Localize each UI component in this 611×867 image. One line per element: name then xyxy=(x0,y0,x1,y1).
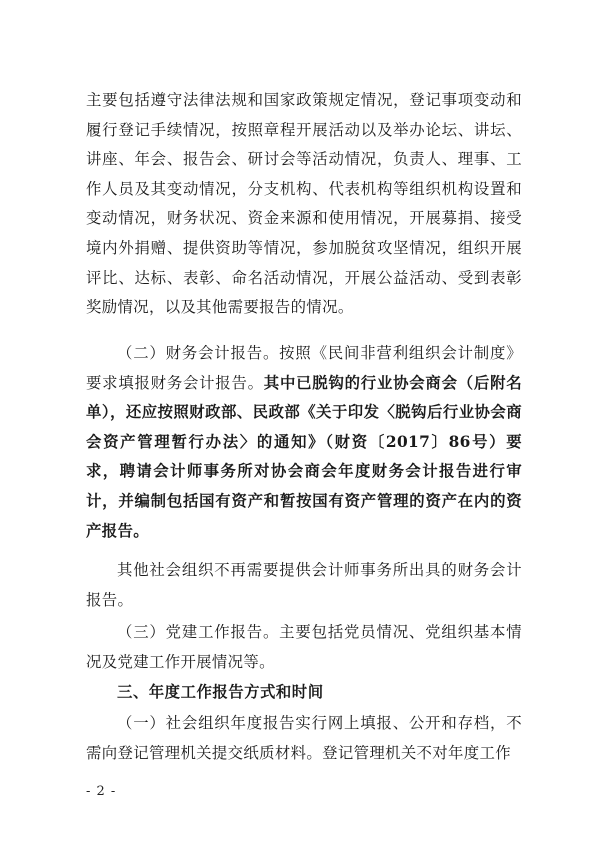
financial-report-bold-text: 其中已脱钩的行业协会商会（后附名单），还应按照财政部、民政部《关于印发〈脱钩后行业协会商会资产管理暂行办法〉的通知》（财资〔2017〕86号）要求，聘请会计师事务所对协会商会年度财务会计报告进行审计，并编制包括国有资产和暂按国有资产管理的资产在内的资产报告。 xyxy=(86,373,522,540)
paragraph-other-organizations: 其他社会组织不再需要提供会计师事务所出具的财务会计报告。 xyxy=(86,561,522,609)
financial-report-text: （二）财务会计报告。按照《民间非营利组织会计制度》要求填报财务会计报告。 xyxy=(86,344,522,392)
section-heading-report-method: 三、年度工作报告方式和时间 xyxy=(117,683,324,701)
paragraph-online-filing: （一）社会组织年度报告实行网上填报、公开和存档，不需向登记管理机关提交纸质材料。登记管理机关不对年度工作 xyxy=(86,714,522,762)
paragraph-financial-report xyxy=(86,339,522,546)
page-number: - 2 - xyxy=(86,784,117,799)
paragraph-party-building-report: （三）党建工作报告。主要包括党员情况、党组织基本情况及党建工作开展情况等。 xyxy=(86,623,522,671)
paragraph-report-contents: 主要包括遵守法律法规和国家政策规定情况，登记事项变动和履行登记手续情况，按照章程开展活动以及举办论坛、讲坛、讲座、年会、报告会、研讨会等活动情况，负责人、理事、工作人员及其变动情况，分支机构、代表机构等组织机构设置和变动情况，财务状况、资金来源和使用情况，开展募捐、接受境内外捐赠、提供资助等情况，参加脱贫攻坚情况，组织开展评比、达标、表彰、命名活动情况，开展公益活动、受到表彰奖励情况，以及其他需要报告的情况。 xyxy=(86,91,522,317)
